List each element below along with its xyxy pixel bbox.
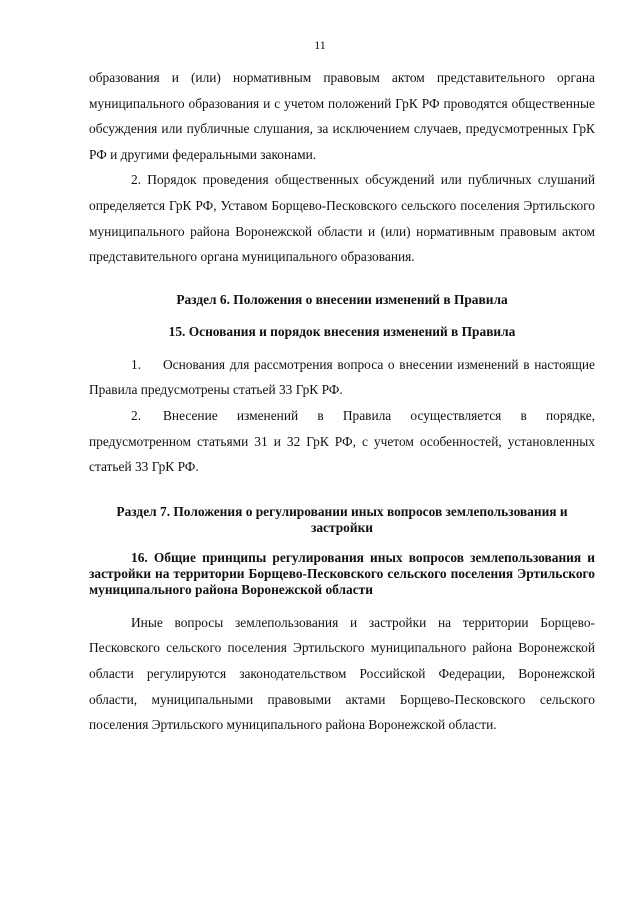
article-15-item-1 xyxy=(89,352,595,403)
article-15-title: 15. Основания и порядок внесения изменений в Правила xyxy=(168,323,516,339)
article-16-title: 16. Общие принципы регулирования иных вопросов землепользования и застройки на территории Борщево-Песковского сельского поселения Эртильского муниципального района Воронежской области xyxy=(89,549,595,597)
item-number: 2. xyxy=(131,407,142,423)
item-text: Внесение изменений в Правила осуществляется в порядке, предусмотренном статьями 31 и 32 ГрК РФ, с учетом особенностей, установленных статьей 33 ГрК РФ. xyxy=(89,407,595,475)
page-number: 11 xyxy=(314,38,326,52)
continuation-paragraph: образования и (или) нормативным правовым актом представительного органа муниципального образования и с учетом положений ГрК РФ проводятся общественные обсуждения или публичные слушания, за исключением случаев, предусмотренных ГрК РФ и другими федеральными законами. xyxy=(89,70,595,162)
article-15-item-2 xyxy=(89,403,595,480)
article-16-paragraph: Иные вопросы землепользования и застройки на территории Борщево-Песковского сельского поселения Эртильского муниципального района Воронежской области регулируются законодательством Российской Федерации, Воронежской области, муниципальными правовыми актами Борщево-Песковского сельского поселения Эртильского муниципального района Воронежской области. xyxy=(89,614,595,733)
section-7-title: Раздел 7. Положения о регулировании иных вопросов землепользования и застройки xyxy=(116,503,568,535)
item-number: 1. xyxy=(131,356,142,372)
paragraph-item-2: 2. Порядок проведения общественных обсуждений или публичных слушаний определяется ГрК РФ, Уставом Борщево-Песковского сельского поселения Эртильского муниципального района Воронежской области и (или) нормативным правовым актом представительного органа муниципального образования. xyxy=(89,172,595,265)
section-6-title: Раздел 6. Положения о внесении изменений в Правила xyxy=(176,291,508,307)
item-text: Основания для рассмотрения вопроса о внесении изменений в настоящие Правила предусмотрены статьей 33 ГрК РФ. xyxy=(89,356,595,398)
document-body xyxy=(89,65,595,738)
